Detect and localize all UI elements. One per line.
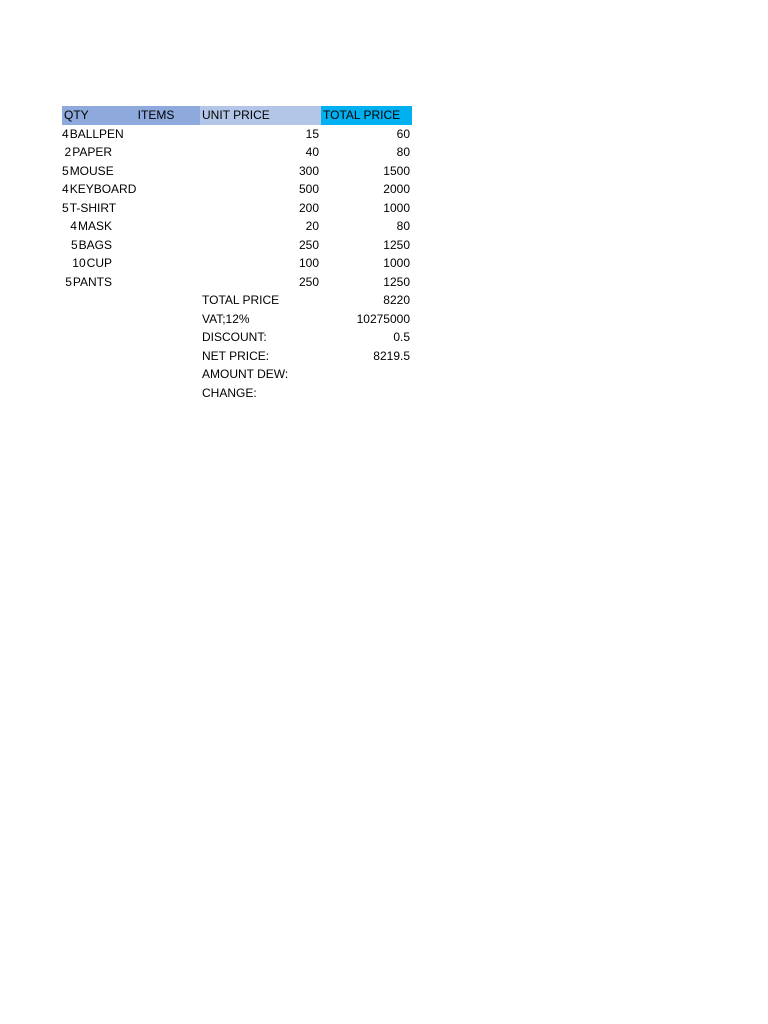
empty-cell[interactable] — [62, 347, 112, 366]
summary-row-discount — [62, 328, 412, 347]
item-name: BALLPEN — [69, 126, 124, 141]
item-name: BAGS — [78, 237, 112, 252]
empty-cell[interactable] — [62, 310, 112, 329]
unit-price-cell[interactable]: 100 — [298, 256, 319, 270]
table-row — [62, 125, 412, 144]
header-unit-price[interactable]: UNIT PRICE — [200, 106, 321, 125]
qty-value: 2 — [64, 145, 72, 159]
total-price-cell[interactable]: 2000 — [383, 182, 410, 196]
unit-price-cell[interactable]: 250 — [298, 237, 319, 252]
qty-value: 5 — [62, 163, 69, 178]
empty-cell[interactable] — [112, 291, 200, 310]
unit-price-cell[interactable]: 20 — [305, 219, 319, 233]
header-qty[interactable]: QTY — [62, 106, 112, 125]
summary-row-vat — [62, 310, 412, 329]
table-row — [62, 254, 412, 273]
qty-item-cell[interactable] — [62, 143, 112, 162]
empty-cell[interactable] — [112, 347, 200, 366]
empty-cell[interactable] — [112, 310, 200, 329]
empty-cell[interactable] — [62, 291, 112, 310]
items-cell[interactable] — [112, 162, 200, 181]
summary-row-change — [62, 384, 412, 403]
summary-label[interactable]: DISCOUNT: — [202, 330, 267, 344]
unit-price-cell[interactable]: 15 — [305, 126, 319, 141]
item-name: PANTS — [72, 274, 112, 289]
summary-value[interactable]: 0.5 — [393, 330, 410, 344]
table-row — [62, 143, 412, 162]
summary-label[interactable]: AMOUNT DEW: — [202, 367, 289, 381]
qty-item-cell[interactable] — [62, 217, 112, 236]
summary-label[interactable]: TOTAL PRICE — [202, 293, 280, 307]
qty-value: 5 — [70, 237, 78, 252]
qty-item-cell[interactable] — [62, 125, 124, 144]
qty-value: 10 — [72, 256, 86, 270]
summary-label[interactable]: NET PRICE: — [202, 348, 270, 363]
summary-label[interactable]: CHANGE: — [202, 385, 257, 400]
empty-cell[interactable] — [112, 384, 200, 403]
summary-value[interactable]: 8219.5 — [373, 348, 410, 363]
qty-value: 4 — [70, 219, 77, 233]
items-cell[interactable] — [112, 199, 200, 218]
total-price-cell[interactable]: 1000 — [383, 256, 410, 270]
table-row — [62, 199, 412, 218]
empty-cell[interactable] — [62, 328, 112, 347]
summary-value[interactable]: 8220 — [383, 293, 410, 307]
unit-price-cell[interactable]: 300 — [298, 163, 319, 178]
items-cell[interactable] — [112, 254, 200, 273]
item-name: MOUSE — [69, 163, 114, 178]
qty-item-cell[interactable] — [62, 273, 112, 292]
item-name: T-SHIRT — [69, 200, 117, 215]
unit-price-cell[interactable]: 200 — [298, 200, 319, 215]
unit-price-cell[interactable]: 250 — [298, 274, 319, 289]
header-items[interactable]: ITEMS — [112, 106, 200, 125]
items-cell[interactable] — [112, 236, 200, 255]
items-cell[interactable] — [112, 143, 200, 162]
qty-item-cell[interactable] — [62, 162, 112, 181]
qty-value: 5 — [65, 274, 72, 289]
qty-item-cell[interactable] — [62, 180, 137, 199]
qty-value: 4 — [62, 182, 69, 196]
header-row — [62, 106, 412, 125]
qty-item-cell[interactable] — [62, 236, 112, 255]
table-row — [62, 217, 412, 236]
header-total-price[interactable]: TOTAL PRICE — [321, 106, 412, 125]
summary-row-net-price — [62, 347, 412, 366]
items-cell[interactable] — [112, 217, 200, 236]
empty-cell[interactable] — [112, 365, 200, 384]
summary-value[interactable] — [321, 365, 412, 384]
empty-cell[interactable] — [62, 384, 112, 403]
table-row — [62, 180, 412, 199]
total-price-cell[interactable]: 1500 — [383, 163, 410, 178]
total-price-cell[interactable]: 1250 — [383, 237, 410, 252]
total-price-cell[interactable]: 1000 — [383, 200, 410, 215]
table-row — [62, 273, 412, 292]
empty-cell[interactable] — [62, 365, 112, 384]
items-cell[interactable] — [112, 273, 200, 292]
summary-row-total-price — [62, 291, 412, 310]
empty-cell[interactable] — [112, 328, 200, 347]
total-price-cell[interactable]: 60 — [396, 126, 410, 141]
table-row — [62, 236, 412, 255]
table-row — [62, 162, 412, 181]
items-cell[interactable] — [112, 125, 200, 144]
items-cell[interactable] — [112, 180, 200, 199]
total-price-cell[interactable]: 1250 — [383, 274, 410, 289]
item-name: PAPER — [72, 145, 112, 159]
total-price-cell[interactable]: 80 — [396, 145, 410, 159]
qty-value: 5 — [62, 200, 69, 215]
summary-label[interactable]: VAT;12% — [202, 311, 250, 326]
summary-value[interactable]: 10275000 — [356, 311, 410, 326]
qty-value: 4 — [62, 126, 69, 141]
unit-price-cell[interactable]: 500 — [298, 182, 319, 196]
qty-item-cell[interactable] — [62, 254, 112, 273]
item-name: CUP — [86, 256, 112, 270]
item-name: MASK — [77, 219, 112, 233]
price-table — [62, 106, 412, 402]
total-price-cell[interactable]: 80 — [396, 219, 410, 233]
summary-row-amount-dew — [62, 365, 412, 384]
item-name: KEYBOARD — [69, 182, 137, 196]
summary-value[interactable] — [321, 384, 412, 403]
unit-price-cell[interactable]: 40 — [305, 145, 319, 159]
qty-item-cell[interactable] — [62, 199, 117, 218]
